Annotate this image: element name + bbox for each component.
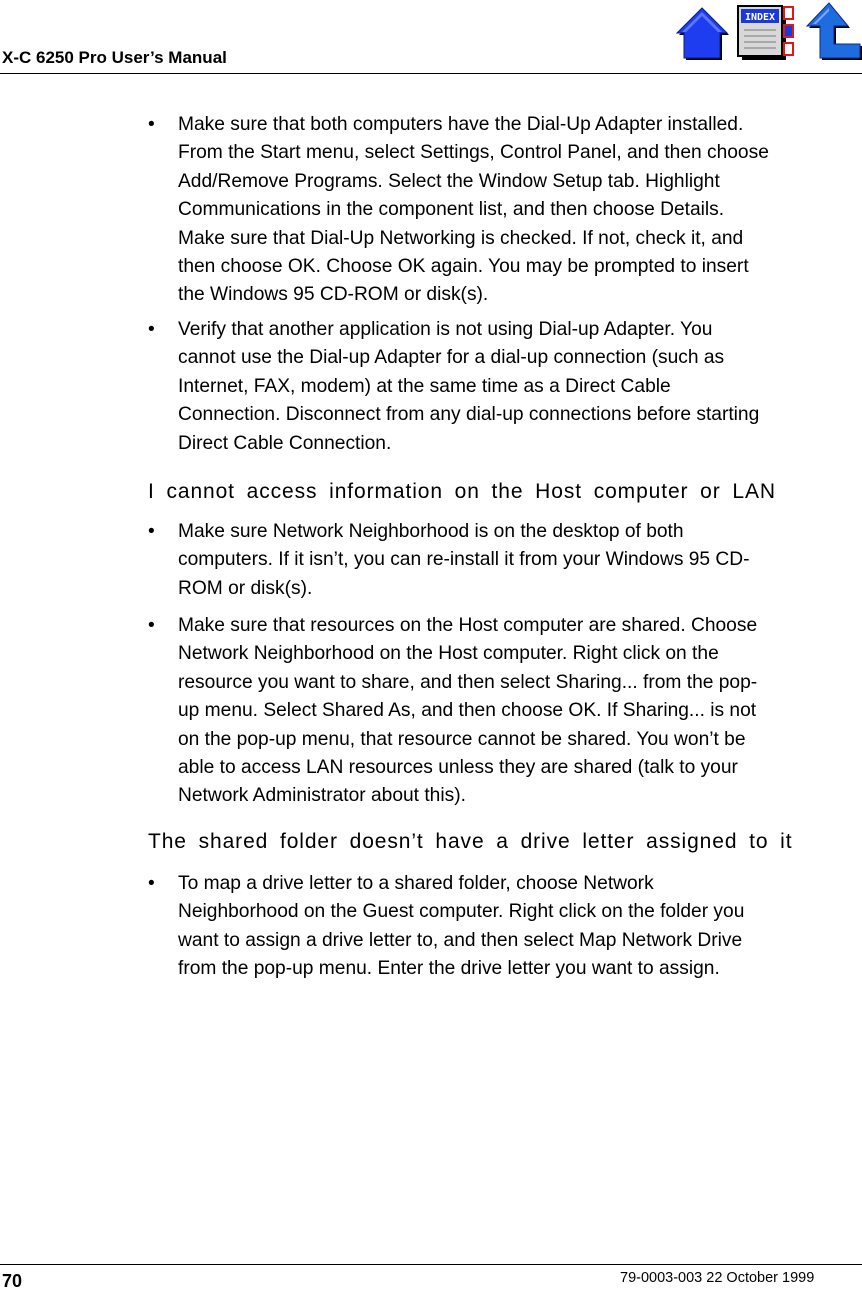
page-header	[0, 0, 862, 74]
bullet-text: Make sure that both computers have the Dial-Up Adapter installed. From the Start menu, select Settings, Control Panel, and then choose Add/Remove Programs. Select the Window Setup tab. Highlight Communications in the component list, and then choose Details. Make sure that Dial-Up Networking is checked. If not, check it, and then choose OK. Choose OK again. You may be prompted to insert the Windows 95 CD-ROM or disk(s).	[178, 114, 769, 306]
list-item	[148, 870, 858, 985]
bullet-text: To map a drive letter to a shared folder, choose Network Neighborhood on the Guest computer. Right click on the folder you want to assign a drive letter to, and then select Map Network Drive from the pop-up menu. Enter the drive letter you want to assign.	[178, 873, 745, 980]
section-heading: I cannot access information on the Host computer or LAN	[148, 480, 776, 503]
up-button[interactable]	[802, 0, 862, 62]
home-button[interactable]	[674, 5, 730, 61]
index-button[interactable]	[736, 4, 796, 62]
up-arrow-icon	[802, 0, 862, 62]
manual-title: X-C 6250 Pro User’s Manual	[2, 48, 227, 67]
bullet-text: Make sure Network Neighborhood is on the desktop of both computers. If it isn’t, you can re-install it from your Windows 95 CD- ROM or disk(s).	[178, 521, 750, 599]
bullet-symbol: •	[148, 521, 155, 542]
bullet-symbol: •	[148, 615, 155, 636]
list-item	[148, 316, 858, 461]
home-icon	[674, 5, 730, 61]
list-item	[148, 612, 858, 812]
svg-text:INDEX: INDEX	[744, 12, 776, 23]
bullet-symbol: •	[148, 319, 155, 340]
bullet-text: Verify that another application is not using Dial-up Adapter. You cannot use the Dial-up Adapter for a dial-up connection (such as Internet, FAX, modem) at the same time as a Direct Cable Connection. Disconnect from any dial-up connections before starting Direct Cable Connection.	[178, 319, 760, 454]
navigation-icons	[672, 0, 862, 66]
document-reference: 79-0003-003 22 October 1999	[620, 1270, 815, 1286]
section-heading: The shared folder doesn’t have a drive letter assigned to it	[148, 830, 793, 853]
list-item	[148, 111, 858, 311]
list-item	[148, 518, 858, 606]
footer-rule	[0, 1264, 862, 1265]
bullet-text: Make sure that resources on the Host computer are shared. Choose Network Neighborhood on the Host computer. Right click on the resource you want to share, and then select Sharing... from the pop- up menu. Select Shared As, and then choose OK. If Sharing... is not on the pop-up menu, that resource cannot be shared. You won’t be able to access LAN resources unless they are shared (talk to your Network Administrator about this).	[178, 615, 758, 807]
bullet-symbol: •	[148, 873, 155, 894]
index-book-icon	[736, 4, 796, 62]
header-rule	[0, 73, 862, 74]
bullet-symbol: •	[148, 114, 155, 135]
page-number: 70	[2, 1271, 23, 1291]
